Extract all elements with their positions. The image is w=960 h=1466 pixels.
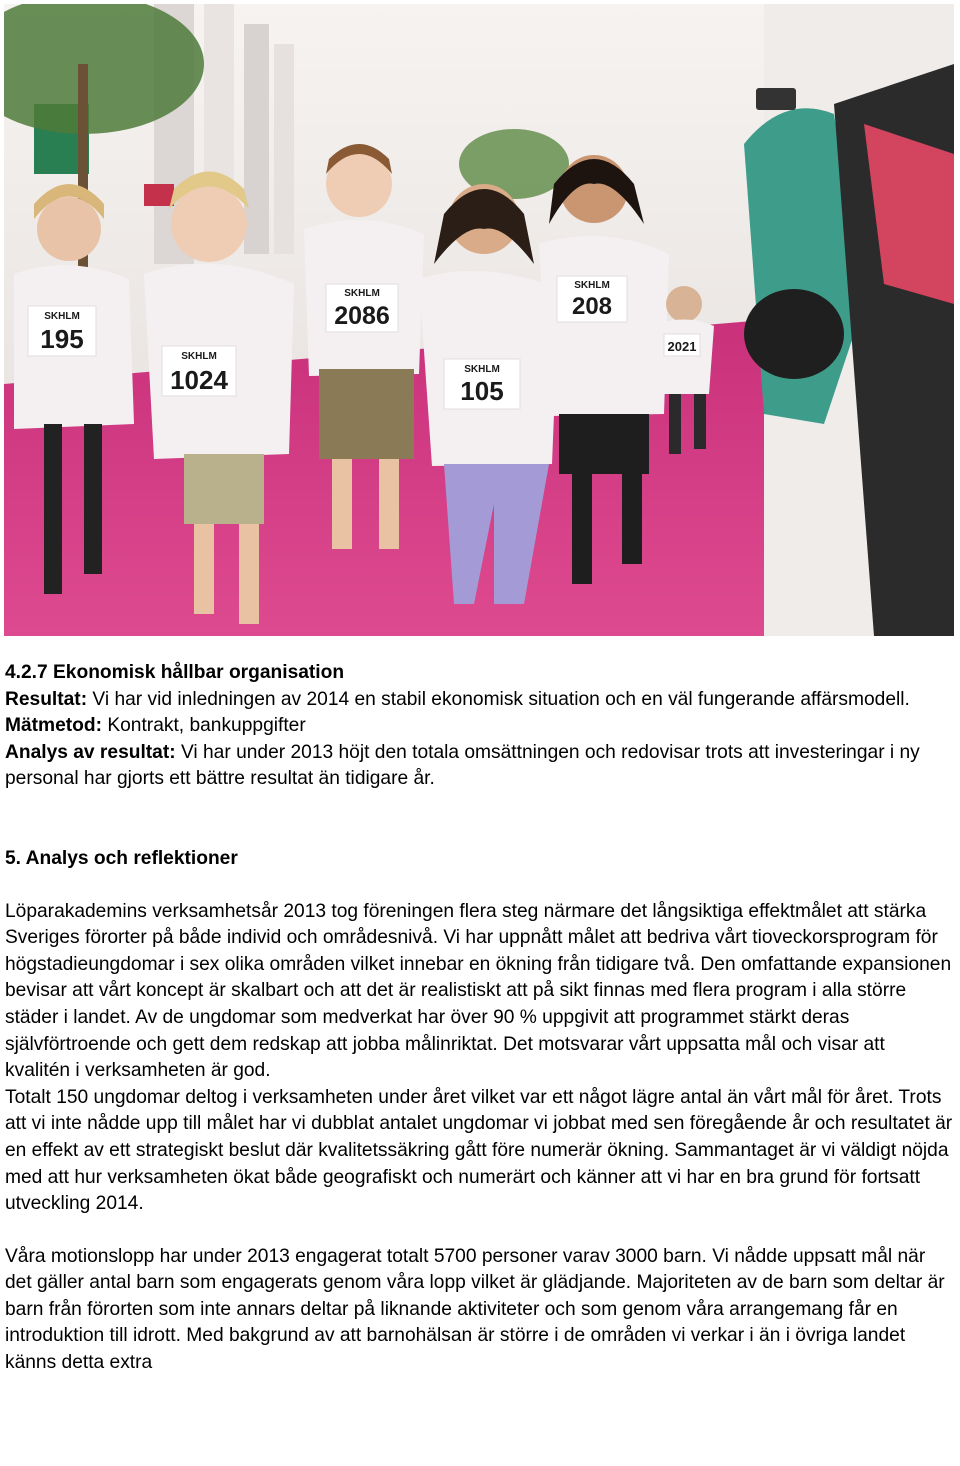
section-heading: 4.2.7 Ekonomisk hållbar organisation (5, 662, 345, 683)
bib-brand: SKHLM (44, 311, 80, 322)
camera-phone (756, 88, 796, 110)
section-heading: 5. Analys och reflektioner (5, 847, 238, 869)
method-text: Kontrakt, bankuppgifter (102, 715, 306, 737)
photo-illustration (4, 4, 954, 636)
bib-number: 195 (40, 324, 84, 354)
spacer (5, 1218, 955, 1244)
body-paragraph: Totalt 150 ungdomar deltog i verksamheten under året vilket var ett något lägre antal än vårt mål för året. Trots att vi inte nådde upp till målet har vi dubblat antalet ungdomar vi jobbat med sen föregående år och resultatet är en effekt av ett strategiskt beslut där kvalitetssäkring gått före numerär ökning. Sammantaget är vi väldigt nöjda med att hur verksamheten ökat både geografiskt och numerärt och känner att vi har en bra grund för fortsatt utveckling 2014. (5, 1086, 953, 1215)
tree-trunk (78, 64, 88, 294)
bib-number: 2021 (667, 339, 697, 354)
result-paragraph (5, 687, 955, 714)
bib-number: 2086 (334, 302, 390, 330)
handbag (744, 289, 844, 379)
document-body (5, 660, 955, 1377)
result-text: Vi har vid inledningen av 2014 en stabil ekonomisk situation och en väl fungerande affärsmodell. (87, 688, 910, 710)
bib-brand: SKHLM (574, 280, 610, 291)
bib-number: 1024 (170, 365, 228, 395)
analysis-paragraph (5, 740, 955, 793)
spacer (5, 793, 955, 846)
bib-brand: SKHLM (344, 288, 380, 299)
spacer (5, 873, 955, 899)
children-running-photo (4, 4, 954, 636)
result-label: Resultat: (5, 688, 88, 710)
body-paragraph: Våra motionslopp har under 2013 engagerat totalt 5700 personer varav 3000 barn. Vi nådde uppsatt mål när det gäller antal barn som engagerats genom våra lopp vilket är glädjande. Majoriteten av de barn som deltar är barn från förorten som inte annars deltar på liknande aktiviteter och som genom våra arrangemang får en introduktion till idrott. Med bakgrund av att barnohälsan är större i de områden vi verkar i än i övriga landet känns detta extra (5, 1245, 945, 1374)
bib-number: 208 (571, 293, 613, 320)
body-paragraph: Löparakademins verksamhetsår 2013 tog föreningen flera steg närmare det långsiktiga effektmålet att stärka Sveriges förorter på både individ och områdesnivå. Vi har uppnått målet att bedriva vårt tioveckorsprogram för högstadieungdomar i sex olika områden vilket innebar en ökning från tidigare två. Den omfattande expansionen bevisar att vårt koncept är skalbart och att det är realistiskt att på sikt finnas med flera program i alla större städer i landet. Av de ungdomar som medverkat har över 90 % uppgivit att programmet stärkt deras självförtroende och gett dem redskap att jobba målinriktat. Det motsvarar vårt uppsatta mål och visar att kvalitén i verksamheten är god. (5, 900, 952, 1082)
method-paragraph (5, 713, 955, 740)
window-column (274, 44, 294, 254)
bib-number: 105 (460, 376, 504, 406)
analysis-label: Analys av resultat: (5, 741, 176, 763)
window-column (244, 24, 269, 254)
bib-brand: SKHLM (464, 364, 500, 375)
red-sign (144, 184, 174, 206)
bib-brand: SKHLM (181, 351, 217, 362)
method-label: Mätmetod: (5, 715, 102, 737)
analysis-text: Vi har under 2013 höjt den totala omsättningen och redovisar trots att investeringar i ny personal har gjorts ett bättre resultat än tidigare år. (5, 741, 920, 790)
